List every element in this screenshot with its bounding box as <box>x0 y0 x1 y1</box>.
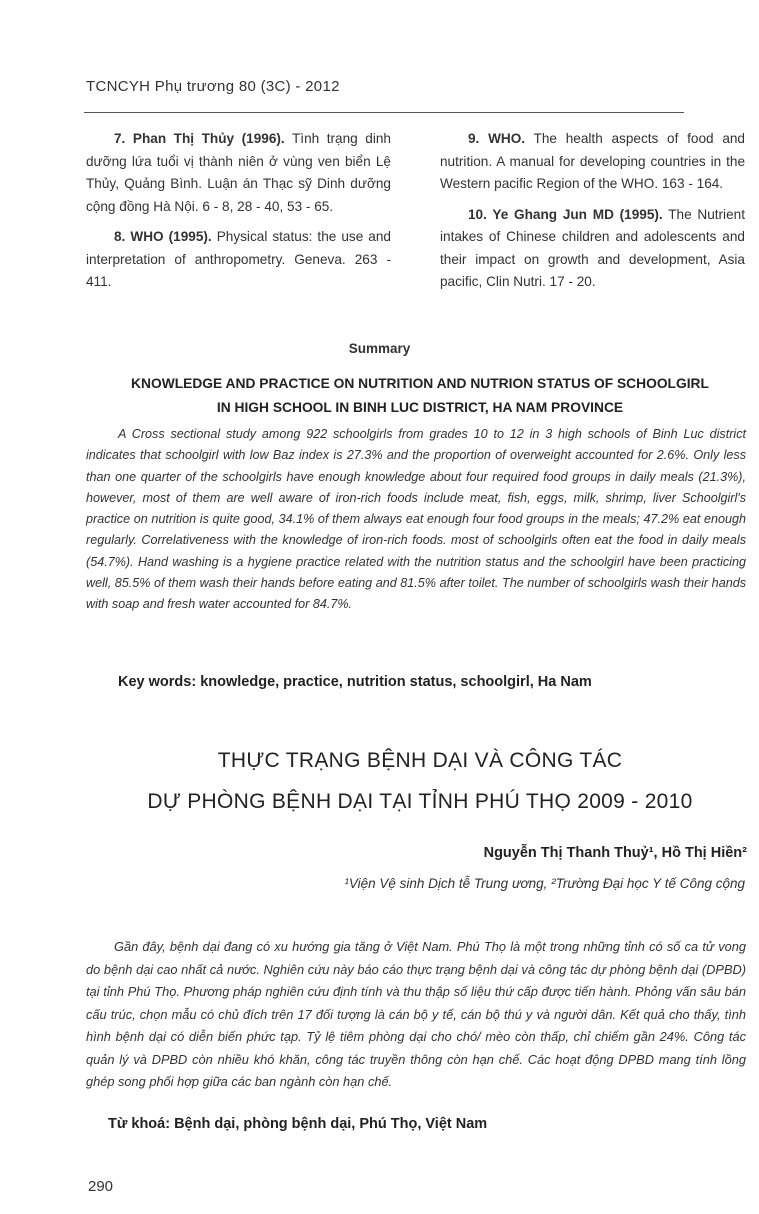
vietnamese-keywords: Từ khoá: Bệnh dại, phòng bệnh dại, Phú Thọ, Việt Nam <box>108 1116 488 1132</box>
references-left-column <box>86 128 391 302</box>
reference-7 <box>86 128 391 218</box>
reference-text: The Nutrient intakes of Chinese children and adolescents and their impact on growth and development, Asia pacific, Clin Nutri. 17 - 20. <box>440 206 745 289</box>
page-number: 290 <box>88 1178 114 1195</box>
summary-heading: Summary <box>348 341 411 356</box>
english-title-line-2: IN HIGH SCHOOL IN BINH LUC DISTRICT, HA NAM PROVINCE <box>216 400 624 415</box>
reference-text: The health aspects of food and nutrition. A manual for developing countries in the Western pacific Region of the WHO. 163 - 164. <box>440 131 745 191</box>
reference-9 <box>440 128 745 196</box>
keywords-text: knowledge, practice, nutrition status, schoolgirl, Ha Nam <box>196 674 592 690</box>
keywords-label: Key words: <box>118 674 197 690</box>
reference-author: 9. WHO. <box>468 131 526 146</box>
english-title-line-1: KNOWLEDGE AND PRACTICE ON NUTRITION AND NUTRION STATUS OF SCHOOLGIRL <box>131 376 709 391</box>
reference-author: 10. Ye Ghang Jun MD (1995). <box>468 206 663 222</box>
reference-text: Physical status: the use and interpretation of anthropometry. Geneva. 263 - 411. <box>86 229 391 289</box>
article-affiliations: ¹Viện Vệ sinh Dịch tễ Trung ương, ²Trường Đại học Y tế Công cộng <box>344 876 745 891</box>
english-abstract: A Cross sectional study among 922 schoolgirls from grades 10 to 12 in 3 high schools of Binh Luc district indicates that schoolgirl with low Baz index is 27.3% and the proportion of overweight accounted for 2.6%. Only less than one quarter of the schoolgirls have enough knowledge about four required food groups in daily meals (21.3%), however, most of them are well aware of iron-rich foods include meat, fish, eggs, milk, shrimp, liver Schoolgirl's practice on nutrition is quite good, 34.1% of them always eat enough four food groups in the meals; 47.2% eat enough regularly. Correlativeness with the knowledge of iron-rich foods. most of schoolgirls often eat the food in daily meals (54.7%). Hand washing is a hygiene practice related with the nutrition status and the schoolgirl have been practicing well, 85.5% of them wash their hands before eating and 81.5% after toilet. The number of schoolgirls wash their hands with soap and fresh water accounted for 84.7%. <box>86 427 746 612</box>
article-title-line-2: DỰ PHÒNG BỆNH DẠI TẠI TỈNH PHÚ THỌ 2009 - 2010 <box>147 790 693 813</box>
article-authors: Nguyễn Thị Thanh Thuỷ¹, Hồ Thị Hiền² <box>483 845 747 861</box>
english-keywords <box>118 674 592 690</box>
reference-8 <box>86 226 391 294</box>
reference-text: Tình trạng dinh dưỡng lứa tuổi vị thành niên ở vùng ven biển Lệ Thủy, Quảng Bình. Luận án Thạc sỹ Dinh dưỡng cộng đồng Hà Nội. 6 - 8, 28 - 40, 53 - 65. <box>86 131 391 214</box>
article-title <box>80 740 759 822</box>
reference-author: 8. WHO (1995). <box>114 229 212 244</box>
english-title <box>80 372 759 420</box>
journal-header: TCNCYH Phụ trương 80 (3C) - 2012 <box>86 78 340 95</box>
vietnamese-abstract: Gần đây, bệnh dại đang có xu hướng gia tăng ở Việt Nam. Phú Thọ là một trong những tỉnh có số ca tử vong do bệnh dại cao nhất cả nước. Nghiên cứu này báo cáo thực trạng bệnh dại và công tác dự phòng bệnh dại (DPBD) tại tỉnh Phú Thọ. Phương pháp nghiên cứu định tính và thu thập số liệu thứ cấp được tiến hành. Phỏng vấn sâu bán cấu trúc, chọn mẫu có chủ đích trên 17 đối tượng là cán bộ y tế, cán bộ thú y và người dân. Kết quả cho thấy, tình hình bệnh dại có diễn biến phức tạp. Tỷ lệ tiêm phòng dại cho chó/ mèo còn thấp, chỉ chiếm gần 24%. Công tác quản lý và DPBD còn nhiều khó khăn, công tác truyền thông còn hạn chế. Các hoạt động DPBD mang tính lồng ghép song phối hợp giữa các ban ngành còn hạn chế. <box>86 939 746 1089</box>
header-rule <box>84 112 684 113</box>
reference-author: 7. Phan Thị Thủy (1996). <box>114 131 285 146</box>
article-title-line-1: THỰC TRẠNG BỆNH DẠI VÀ CÔNG TÁC <box>217 749 623 772</box>
reference-10 <box>440 204 745 294</box>
references-right-column <box>440 128 745 302</box>
